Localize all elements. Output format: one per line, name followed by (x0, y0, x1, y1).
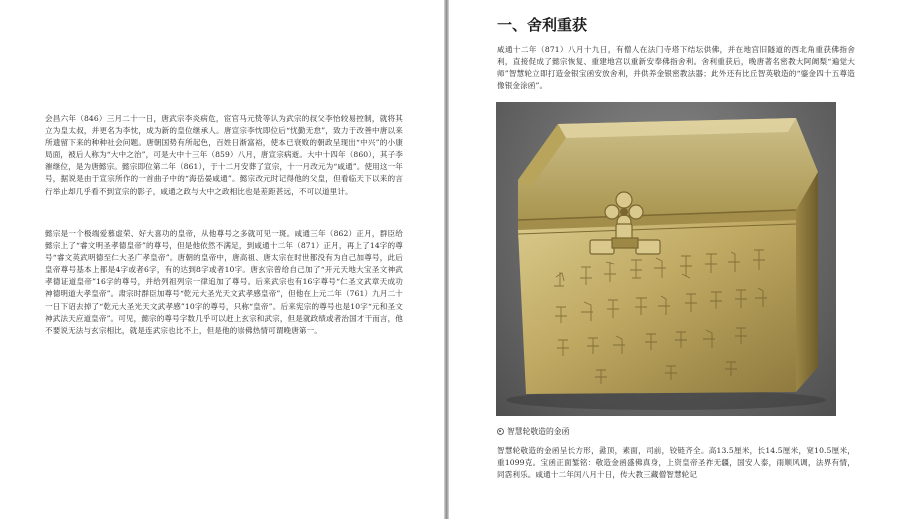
casket-description: 智慧轮敬造的金函呈长方形，盝顶，素面，司前，铰链齐全。高13.5厘米，长14.5厘米，宽10.5厘米，重1099克。宝函正面錾铭：敬造金函盛佛真身，上资皇帝圣祚无疆，国安人泰，雨顺风调，法界有情，同霑利乐。咸通十二年闰八月十日，传大教三藏僧智慧轮记 (497, 446, 855, 480)
caption-text: 智慧轮敬造的金函 (507, 427, 570, 436)
circle-dot-icon (497, 428, 504, 435)
left-page (0, 0, 444, 519)
left-paragraph-1: 会昌六年（846）三月二十一日，唐武宗李炎病危，宦官马元贽等认为武宗的叔父李怡较易控制，就将其立为皇太叔，并更名为李忱，成为新的皇位继承人。唐宣宗李忱即位后“忧勤无怠”，致力于改善中唐以来所遗留下来的种种社会问题。唐朝国势有所起色，百姓日渐富裕，使本已衰败的朝政呈现出“中兴”的小康局面，被后人称为“大中之治”，可是大中十三年（859）八月，唐宣宗病逝。大中十四年（860），其子李漼继位，是为唐懿宗。懿宗即位第二年（861），于十二月安葬了宣宗，十一月改元为“咸通”。使用这一年号，据说是由于宣宗所作的一首曲子中的“海岳晏咸通”。懿宗改元时记得他的父皇，但看临天下以来的言行举止却几乎看不到宣宗的影子，咸通之政与大中之政相比也是差距甚远，不可以道里计。 (45, 114, 403, 196)
section-title: 一、舍利重获 (497, 16, 588, 34)
photo-caption (497, 426, 569, 437)
left-paragraph-2: 懿宗是一个极端爱慕虚荣、好大喜功的皇帝，从他尊号之多就可见一斑。咸通三年（862）正月，群臣给懿宗上了“睿文明圣孝德皇帝”的尊号，但是他依然不满足，到咸通十二年（871）正月，再上了14字的尊号“睿文英武明德至仁大圣广孝皇帝”。唐朝的皇帝中，唐高祖、唐太宗在时世都没有为自己加尊号，此后皇帝尊号基本上都是4字或者6字，有的达到8字或者10字。唐玄宗曾给自己加了“开元天地大宝圣文神武孝德证道皇帝”16字的尊号，并给列祖列宗一律追加了尊号。后来武宗也有16字尊号“仁圣文武章天成功神德明道大孝皇帝”。肃宗时群臣加尊号“乾元大圣光天文武孝感皇帝”，但他在上元二年（761）九月二十一日下诏去掉了“乾元大圣光天文武孝感”10字的尊号，只称“皇帝”。后来宪宗的尊号也是10字“元和圣文神武法天应道皇帝”。可见，懿宗的尊号字数几乎可以赶上玄宗和武宗，但是就政绩或者治国才干而言，他不要说无法与玄宗相比，就是连武宗也比不上，但是他的崇佛热情可谓晚唐第一。 (45, 229, 403, 335)
gold-casket-photo (496, 102, 836, 416)
gold-casket-illustration (496, 102, 836, 416)
intro-paragraph: 咸通十二年（871）八月十九日，有僧人在法门寺塔下结坛供佛，并在地宫旧隧道的西北角重获佛指舍利，直接促成了懿宗恢复、重建地宫以重新安奉佛指舍利。舍利重获后，晚唐著名密教大阿阇梨“遍觉大师”智慧轮立即打造金银宝函安放舍利，并供养金银密教法器；此外还有比丘智英敬造的“鎏金四十五尊造像银金涂函”。 (497, 45, 855, 91)
